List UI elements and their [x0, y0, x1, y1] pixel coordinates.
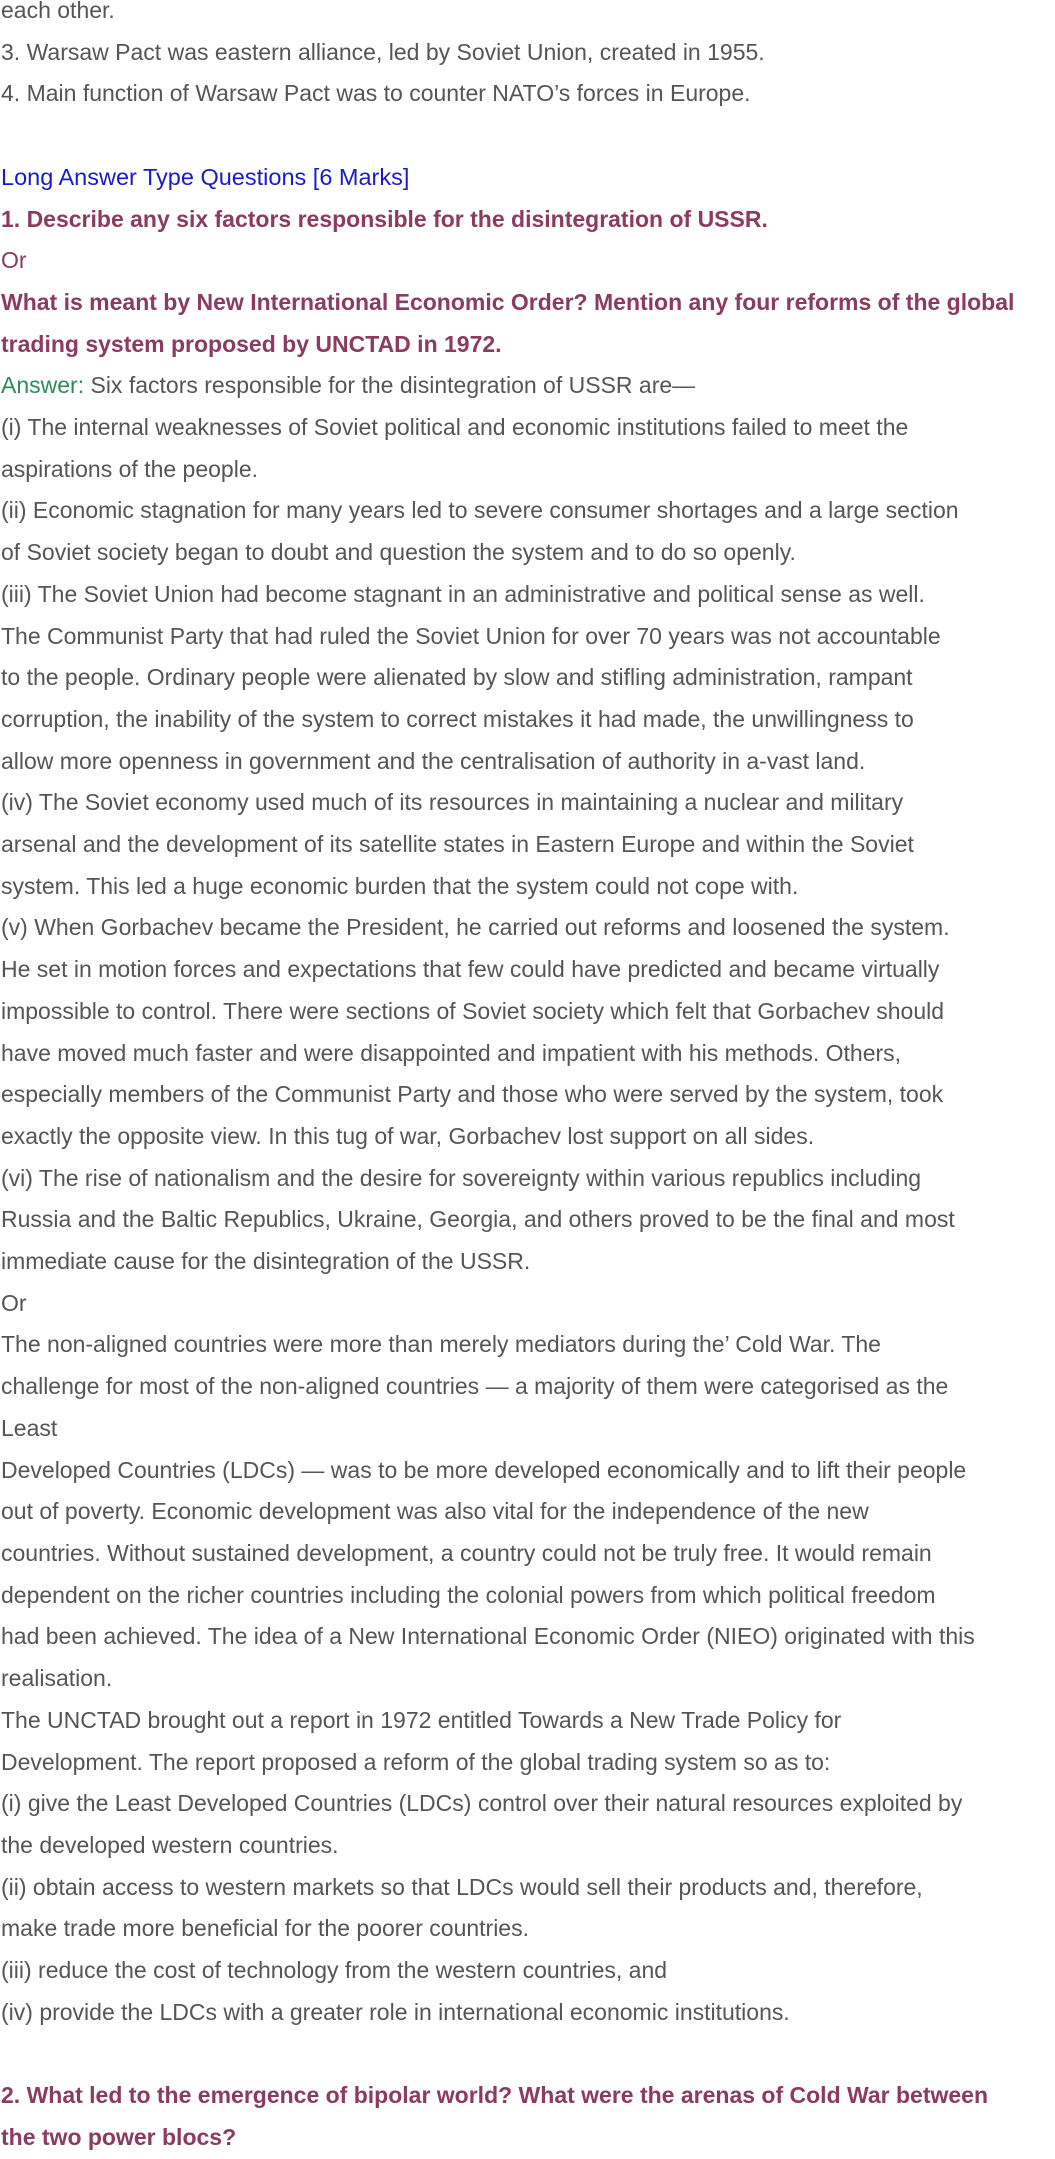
body-text-line: make trade more beneficial for the poorer countries.: [1, 1915, 529, 1942]
body-text-line: Russia and the Baltic Republics, Ukraine, Georgia, and others proved to be the final and most: [1, 1206, 955, 1233]
body-text-line: The UNCTAD brought out a report in 1972 entitled Towards a New Trade Policy for: [1, 1706, 842, 1733]
answer-text: Six factors responsible for the disintegration of USSR are—: [84, 372, 696, 399]
body-text-line: (ii) Economic stagnation for many years led to severe consumer shortages and a large section: [1, 497, 959, 524]
body-text-line: (ii) obtain access to western markets so that LDCs would sell their products and, therefore,: [1, 1873, 923, 1900]
body-text-line: to the people. Ordinary people were alienated by slow and stifling administration, rampant: [1, 664, 913, 691]
body-text-line: immediate cause for the disintegration of the USSR.: [1, 1248, 531, 1275]
body-text-line: allow more openness in government and the centralisation of authority in a-vast land.: [1, 747, 866, 774]
body-text-line: (i) The internal weaknesses of Soviet political and economic institutions failed to meet the: [1, 414, 909, 441]
body-text-line: had been achieved. The idea of a New International Economic Order (NIEO) originated with this: [1, 1623, 975, 1650]
body-text-line: out of poverty. Economic development was also vital for the independence of the new: [1, 1498, 869, 1525]
body-text-line: Developed Countries (LDCs) — was to be more developed economically and to lift their people: [1, 1456, 967, 1483]
body-text-line: (vi) The rise of nationalism and the desire for sovereignty within various republics including: [1, 1164, 922, 1191]
body-text-line: 4. Main function of Warsaw Pact was to counter NATO’s forces in Europe.: [1, 80, 751, 107]
body-text-line: dependent on the richer countries including the colonial powers from which political freedom: [1, 1581, 936, 1608]
body-text-line: Development. The report proposed a reform of the global trading system so as to:: [1, 1748, 831, 1775]
body-text-line: each other.: [1, 0, 115, 23]
answer-line: [0, 365, 1055, 407]
body-text-line: 3. Warsaw Pact was eastern alliance, led by Soviet Union, created in 1955.: [1, 38, 765, 65]
body-text-line: system. This led a huge economic burden that the system could not cope with.: [1, 872, 799, 899]
body-text-line: of Soviet society began to doubt and question the system and to do so openly.: [1, 539, 796, 566]
or-separator: Or: [1, 247, 27, 274]
body-text-line: The non-aligned countries were more than merely mediators during the’ Cold War. The: [1, 1331, 881, 1358]
body-text-line: countries. Without sustained development, a country could not be truly free. It would remain: [1, 1540, 932, 1566]
body-text-line: He set in motion forces and expectations that few could have predicted and became virtually: [1, 956, 940, 983]
body-text-line: impossible to control. There were sections of Soviet society which felt that Gorbachev should: [1, 997, 945, 1024]
paragraph-gap: [0, 2033, 1055, 2075]
body-text-line: The Communist Party that had ruled the Soviet Union for over 70 years was not accountable: [1, 622, 941, 649]
body-text-line: the developed western countries.: [1, 1831, 339, 1858]
body-text-line: aspirations of the people.: [1, 455, 259, 482]
answer-label: Answer:: [1, 372, 85, 399]
body-text-line: arsenal and the development of its satellite states in Eastern Europe and within the Soviet: [1, 831, 914, 858]
body-text-line: exactly the opposite view. In this tug of war, Gorbachev lost support on all sides.: [1, 1122, 815, 1149]
paragraph-gap: [0, 115, 1055, 157]
question-text: trading system proposed by UNCTAD in 1972.: [1, 330, 502, 357]
question-text: 1. Describe any six factors responsible for the disintegration of USSR.: [1, 205, 768, 232]
question-text: What is meant by New International Economic Order? Mention any four reforms of the global: [1, 288, 1015, 315]
or-separator: Or: [1, 1289, 27, 1316]
question-text: 2. What led to the emergence of bipolar world? What were the arenas of Cold War between: [1, 2082, 989, 2109]
body-text-line: challenge for most of the non-aligned countries — a majority of them were categorised as the: [1, 1373, 949, 1400]
body-text-line: (iii) reduce the cost of technology from the western countries, and: [1, 1957, 668, 1984]
body-text-line: have moved much faster and were disappointed and impatient with his methods. Others,: [1, 1039, 902, 1066]
body-text-line: especially members of the Communist Party and those who were served by the system, took: [1, 1081, 944, 1108]
body-text-line: (iv) provide the LDCs with a greater role in international economic institutions.: [1, 1998, 790, 2025]
body-text-line: (v) When Gorbachev became the President, he carried out reforms and loosened the system.: [1, 914, 950, 941]
body-text-line: realisation.: [1, 1665, 113, 1692]
body-text-line: (iii) The Soviet Union had become stagnant in an administrative and political sense as well.: [1, 580, 925, 607]
body-text-line: Least: [1, 1414, 58, 1441]
body-text-line: (i) give the Least Developed Countries (LDCs) control over their natural resources exploited by: [1, 1790, 963, 1817]
question-text: the two power blocs?: [1, 2123, 237, 2150]
body-text-line: corruption, the inability of the system to correct mistakes it had made, the unwillingness to: [1, 705, 914, 732]
section-heading: Long Answer Type Questions [6 Marks]: [1, 163, 410, 190]
body-text-line: (iv) The Soviet economy used much of its resources in maintaining a nuclear and military: [1, 789, 904, 816]
